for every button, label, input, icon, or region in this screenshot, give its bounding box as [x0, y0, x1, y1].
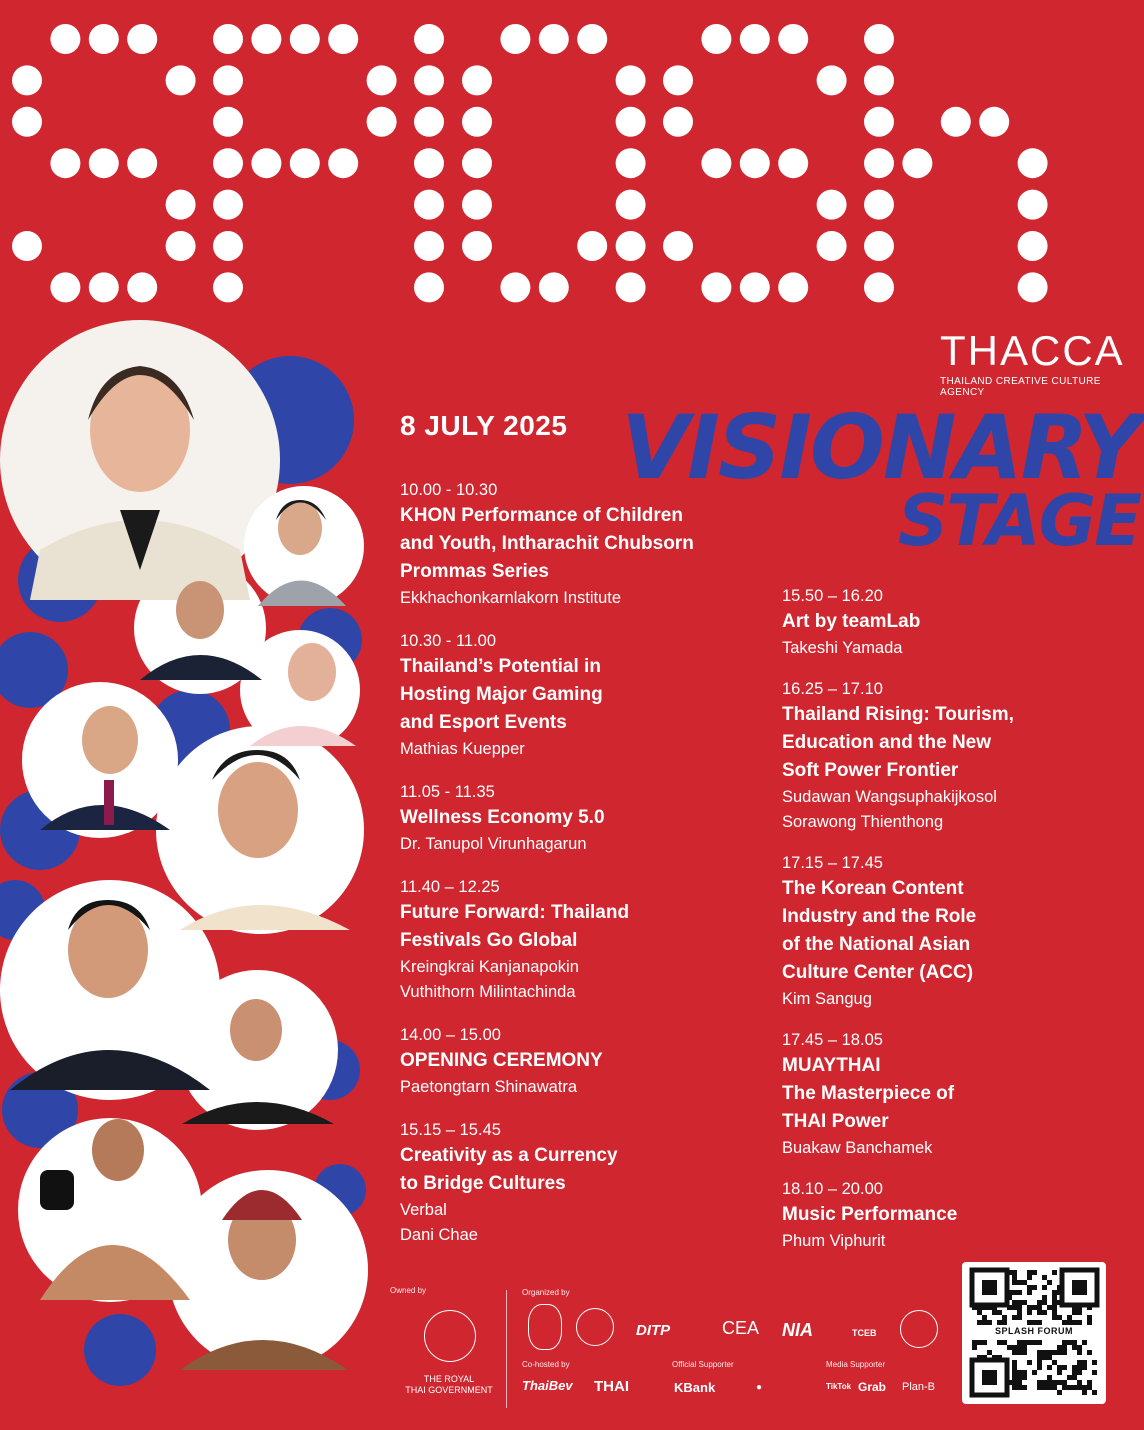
wordmark-dot — [462, 65, 492, 95]
session-item — [400, 478, 760, 611]
session-item — [400, 780, 760, 857]
session-title: MUAYTHAI — [782, 1055, 881, 1076]
session-title: KHON Performance of Children — [400, 505, 683, 526]
session-title: Festivals Go Global — [400, 930, 578, 951]
wordmark-dot — [817, 231, 847, 261]
session-speaker: Kreingkrai Kanjanapokin — [400, 958, 579, 976]
wordmark-dot — [778, 148, 808, 178]
session-title: Music Performance — [782, 1204, 958, 1225]
wordmark-dot — [213, 65, 243, 95]
session-title: Soft Power Frontier — [782, 760, 959, 781]
session-speaker: Dani Chae — [400, 1226, 478, 1244]
partner-seal-icon — [900, 1310, 938, 1348]
wordmark-dot — [701, 24, 731, 54]
wordmark-dot — [663, 65, 693, 95]
session-title: Prommas Series — [400, 561, 549, 582]
wordmark-dot — [864, 190, 894, 220]
wordmark-dot — [251, 24, 281, 54]
session-item — [782, 677, 1142, 835]
wordmark-dot — [616, 272, 646, 302]
session-title: Wellness Economy 5.0 — [400, 807, 605, 828]
cohosted-by-label: Co-hosted by — [522, 1360, 570, 1369]
thai-airways-logo: THAI — [594, 1378, 629, 1395]
wordmark-dot — [539, 24, 569, 54]
session-speaker: Ekkhachonkarnlakorn Institute — [400, 589, 622, 607]
wordmark-dot — [817, 190, 847, 220]
wordmark-dot — [500, 24, 530, 54]
session-title: Culture Center (ACC) — [782, 962, 974, 983]
wordmark-dot — [89, 272, 119, 302]
session-title: THAI Power — [782, 1111, 889, 1132]
session-time: 18.10 – 20.00 — [782, 1180, 883, 1198]
wordmark-dot — [12, 107, 42, 137]
session-time: 10.30 - 11.00 — [400, 632, 497, 650]
wordmark-dot — [1018, 231, 1048, 261]
wordmark-dot — [127, 24, 157, 54]
wordmark-dot — [902, 148, 932, 178]
session-item — [782, 584, 1142, 661]
grab-logo: Grab — [858, 1380, 887, 1394]
wordmark-dot — [414, 107, 444, 137]
session-title: Art by teamLab — [782, 611, 921, 632]
wordmark-dot — [367, 65, 397, 95]
session-title: Future Forward: Thailand — [400, 902, 630, 923]
schedule-left-column — [400, 478, 760, 1266]
session-time: 10.00 - 10.30 — [400, 481, 498, 499]
wordmark-dot — [213, 190, 243, 220]
wordmark-dot — [663, 231, 693, 261]
session-title: and Youth, Intharachit Chubsorn — [400, 533, 694, 554]
session-title: Education and the New — [782, 732, 992, 753]
wordmark-dot — [577, 231, 607, 261]
session-title: and Esport Events — [400, 712, 567, 733]
wordmark-dot — [500, 272, 530, 302]
session-item — [400, 1023, 760, 1100]
owner-name-line2: THAI GOVERNMENT — [405, 1385, 493, 1395]
wordmark-dot — [616, 190, 646, 220]
wordmark-dot — [213, 231, 243, 261]
wordmark-dot — [778, 24, 808, 54]
speaker-portraits — [0, 310, 390, 1390]
wordmark-dot — [941, 107, 971, 137]
session-time: 15.50 – 16.20 — [782, 587, 883, 605]
session-title: of the National Asian — [782, 934, 971, 955]
wordmark-dot — [89, 148, 119, 178]
wordmark-dot — [864, 231, 894, 261]
session-time: 15.15 – 15.45 — [400, 1121, 501, 1139]
ministry-emblem-icon — [576, 1308, 614, 1346]
nia-logo: NIA — [782, 1320, 813, 1340]
wordmark-dot — [166, 190, 196, 220]
wordmark-dot — [50, 148, 80, 178]
wordmark-dot — [663, 107, 693, 137]
wordmark-dot — [616, 107, 646, 137]
wordmark-dot — [577, 24, 607, 54]
wordmark-dot — [50, 24, 80, 54]
wordmark-dot — [462, 107, 492, 137]
session-speaker: Paetongtarn Shinawatra — [400, 1078, 578, 1096]
session-speaker: Takeshi Yamada — [782, 639, 903, 657]
session-item — [782, 851, 1142, 1012]
wordmark-dot — [817, 65, 847, 95]
schedule-right-column — [782, 584, 1142, 1270]
session-speaker: Vuthithorn Milintachinda — [400, 983, 576, 1001]
qr-code[interactable] — [962, 1262, 1106, 1404]
session-speaker: Mathias Kuepper — [400, 740, 525, 758]
session-title: to Bridge Cultures — [400, 1173, 566, 1194]
wordmark-dot — [213, 272, 243, 302]
session-item — [400, 629, 760, 762]
session-item — [782, 1028, 1142, 1161]
wordmark-dot — [12, 231, 42, 261]
session-item — [400, 875, 760, 1005]
session-title: Thailand Rising: Tourism, — [782, 704, 1014, 725]
wordmark-dot — [740, 148, 770, 178]
cea-logo: CEA — [722, 1318, 760, 1338]
session-time: 11.05 - 11.35 — [400, 783, 495, 801]
media-supporter-label: Media Supporter — [826, 1360, 886, 1369]
event-date: 8 JULY 2025 — [400, 410, 568, 441]
session-speaker: Sorawong Thienthong — [782, 813, 944, 831]
wordmark-dot — [328, 24, 358, 54]
session-time: 17.15 – 17.45 — [782, 854, 883, 872]
session-title: OPENING CEREMONY — [400, 1050, 603, 1071]
planb-logo: Plan-B — [902, 1381, 936, 1393]
wordmark-dot — [166, 231, 196, 261]
ditp-logo: DITP — [636, 1322, 671, 1339]
wordmark-dot — [127, 148, 157, 178]
wordmark-dot — [864, 65, 894, 95]
wordmark-dot — [328, 148, 358, 178]
kbank-logo: KBank — [674, 1380, 716, 1395]
ministry-seal-icon — [528, 1304, 562, 1350]
wordmark-dot — [414, 65, 444, 95]
wordmark-dot — [740, 272, 770, 302]
wordmark-dot — [414, 148, 444, 178]
wordmark-dot — [979, 107, 1009, 137]
owned-by-label: Owned by — [390, 1286, 427, 1295]
wordmark-dot — [213, 24, 243, 54]
session-time: 11.40 – 12.25 — [400, 878, 500, 896]
session-speaker: Verbal — [400, 1201, 447, 1219]
wordmark-dot — [1018, 272, 1048, 302]
session-speaker: Dr. Tanupol Virunhagarun — [400, 835, 587, 853]
wordmark-dot — [864, 24, 894, 54]
wordmark-dot — [290, 24, 320, 54]
session-time: 17.45 – 18.05 — [782, 1031, 883, 1049]
wordmark-dot — [462, 231, 492, 261]
stage-title-line2: STAGE — [897, 479, 1140, 562]
wordmark-dot — [89, 24, 119, 54]
wordmark-dot — [50, 272, 80, 302]
owner-name-line1: THE ROYAL — [423, 1374, 475, 1384]
session-speaker: Buakaw Banchamek — [782, 1139, 933, 1157]
wordmark-dot — [864, 148, 894, 178]
stage-title-line1: VISIONARY — [621, 396, 1140, 499]
wordmark-dot — [213, 148, 243, 178]
wordmark-dot — [414, 272, 444, 302]
session-item — [782, 1177, 1142, 1254]
session-title: Creativity as a Currency — [400, 1145, 618, 1166]
wordmark-dot — [539, 272, 569, 302]
thacca-name: THACCA — [940, 327, 1125, 374]
tiktok-logo: TikTok — [826, 1382, 852, 1391]
session-title: Thailand’s Potential in — [400, 656, 601, 677]
wordmark-dot — [166, 65, 196, 95]
wordmark-dot — [701, 148, 731, 178]
wordmark-dot — [367, 107, 397, 137]
session-time: 16.25 – 17.10 — [782, 680, 883, 698]
organized-by-label: Organized by — [522, 1288, 570, 1297]
wordmark-dot — [414, 24, 444, 54]
wordmark-dot — [213, 107, 243, 137]
tceb-logo: TCEB — [852, 1328, 877, 1338]
session-title: The Masterpiece of — [782, 1083, 955, 1104]
thacca-full-name: THAILAND CREATIVE CULTURE AGENCY — [940, 376, 1101, 398]
thacca-logo — [940, 327, 1140, 398]
wordmark-dot — [414, 190, 444, 220]
wordmark-dot — [701, 272, 731, 302]
wordmark-dot — [1018, 190, 1048, 220]
wordmark-dot — [616, 148, 646, 178]
session-title: The Korean Content — [782, 878, 964, 899]
official-supporter-label: Official Supporter — [672, 1360, 734, 1369]
session-speaker: Kim Sangug — [782, 990, 872, 1008]
wordmark-dot — [290, 148, 320, 178]
wordmark-dot — [616, 65, 646, 95]
session-title: Hosting Major Gaming — [400, 684, 603, 705]
session-time: 14.00 – 15.00 — [400, 1026, 501, 1044]
wordmark-dot — [12, 65, 42, 95]
wordmark-dot — [864, 272, 894, 302]
wordmark-dot — [462, 190, 492, 220]
thaibev-logo: ThaiBev — [522, 1378, 573, 1393]
session-item — [400, 1118, 760, 1248]
wordmark-dot — [414, 231, 444, 261]
session-speaker: Phum Viphurit — [782, 1232, 886, 1250]
splash-wordmark — [0, 0, 1144, 320]
session-title: Industry and the Role — [782, 906, 977, 927]
wordmark-dot — [740, 24, 770, 54]
wordmark-dot — [864, 107, 894, 137]
qr-label: SPLASH FORUM — [995, 1326, 1073, 1336]
royal-thai-government-seal-icon — [424, 1310, 476, 1362]
wordmark-dot — [778, 272, 808, 302]
wordmark-dot — [1018, 148, 1048, 178]
wordmark-dot — [127, 272, 157, 302]
wordmark-dot — [616, 231, 646, 261]
wordmark-dot — [462, 148, 492, 178]
footer-divider — [506, 1290, 507, 1408]
wordmark-dot — [251, 148, 281, 178]
footer-partners — [390, 1282, 960, 1412]
session-speaker: Sudawan Wangsuphakijkosol — [782, 788, 997, 806]
partner-logo: ● — [756, 1382, 763, 1393]
